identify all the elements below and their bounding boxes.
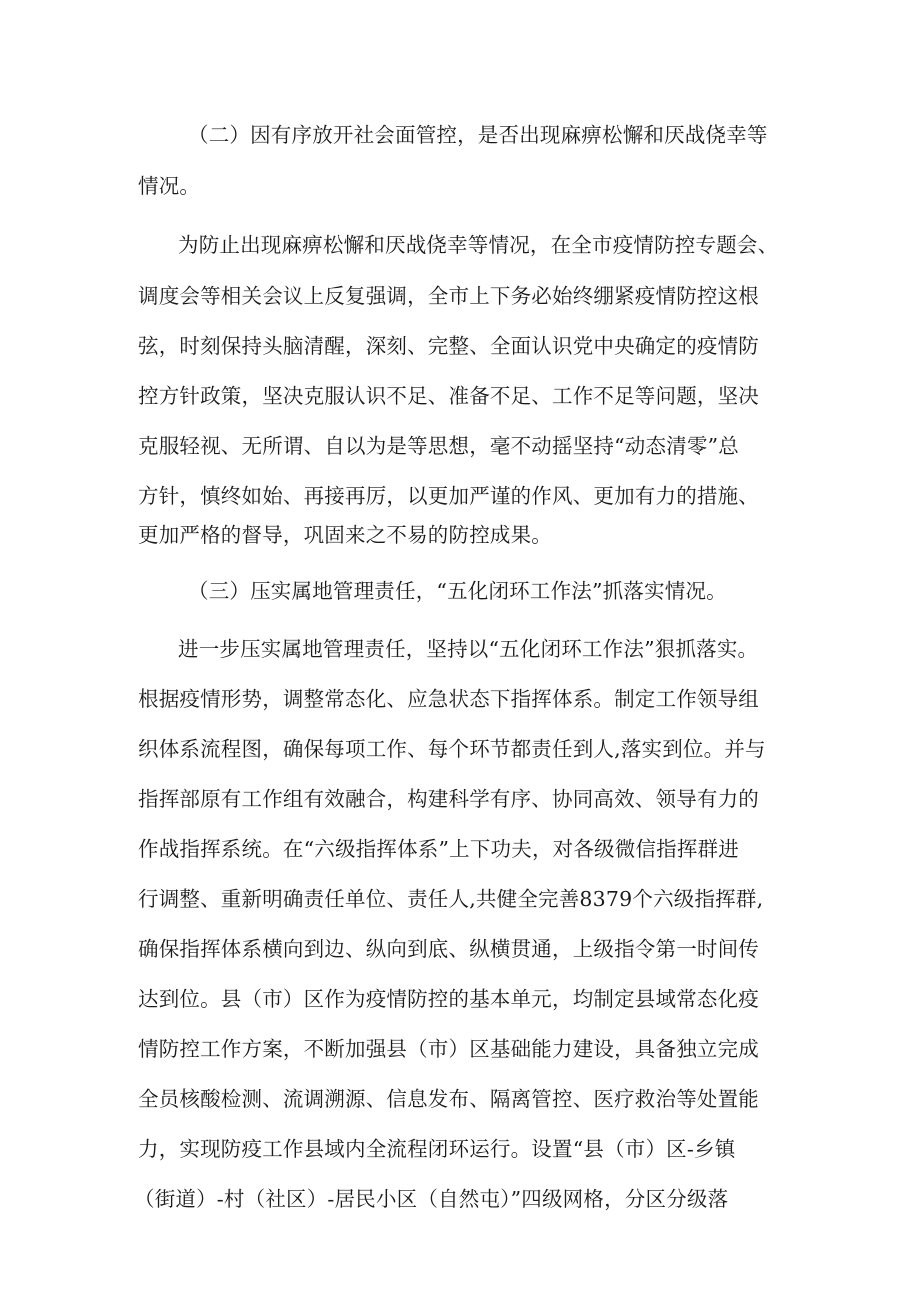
- text-line: （街道）-村（社区）-居民小区（自然屯）”四级网格，分区分级落: [134, 1187, 729, 1211]
- text-line: 作战指挥系统。在“六级指挥体系”上下功夫，对各级微信指挥群进: [138, 837, 739, 861]
- text-line: 克服轻视、无所谓、自以为是等思想，毫不动摇坚持“动态清零”总: [138, 434, 739, 458]
- text-line: 控方针政策，坚决克服认识不足、准备不足、工作不足等问题，坚决: [138, 384, 759, 408]
- text-line: 弦，时刻保持头脑清醒，深刻、完整、全面认识党中央确定的疫情防: [138, 334, 759, 358]
- text-line: 更加严格的督导，巩固来之不易的防控成果。: [138, 523, 552, 547]
- text-line: 情况。: [138, 174, 201, 198]
- text-line: 方针，慎终如始、再接再厉，以更加严谨的作风、更加有力的措施、: [138, 484, 759, 508]
- text-line: 织体系流程图，确保每项工作、每个环节都责任到人,落实到位。并与: [138, 737, 766, 761]
- paragraph-first-line: 进一步压实属地管理责任，坚持以“五化闭环工作法”狠抓落实。: [178, 637, 759, 661]
- text-line: 全员核酸检测、流调溯源、信息发布、隔离管控、医疗救治等处置能: [138, 1087, 759, 1111]
- text-line: 指挥部原有工作组有效融合，构建科学有序、协同高效、领导有力的: [138, 787, 759, 811]
- paragraph-first-line: 为防止出现麻痹松懈和厌战侥幸等情况，在全市疫情防控专题会、: [178, 233, 779, 257]
- text-line: 确保指挥体系横向到边、纵向到底、纵横贯通，上级指令第一时间传: [138, 937, 759, 961]
- section-heading-3: （三）压实属地管理责任，“五化闭环工作法”抓落实情况。: [188, 579, 727, 603]
- section-heading-2: （二）因有序放开社会面管控，是否出现麻痹松懈和厌战侥幸等: [188, 123, 768, 147]
- text-line: 根据疫情形势，调整常态化、应急状态下指挥体系。制定工作领导组: [138, 687, 759, 711]
- text-line: 情防控工作方案，不断加强县（市）区基础能力建设，具备独立完成: [138, 1037, 759, 1061]
- text-line: 调度会等相关会议上反复强调，全市上下务必始终绷紧疫情防控这根: [138, 284, 759, 308]
- text-line: 达到位。县（市）区作为疫情防控的基本单元，均制定县域常态化疫: [138, 987, 759, 1011]
- text-line: 力，实现防疫工作县域内全流程闭环运行。设置“县（市）区-乡镇: [138, 1137, 736, 1161]
- text-line: 行调整、重新明确责任单位、责任人,共健全完善8379个六级指挥群,: [138, 887, 764, 911]
